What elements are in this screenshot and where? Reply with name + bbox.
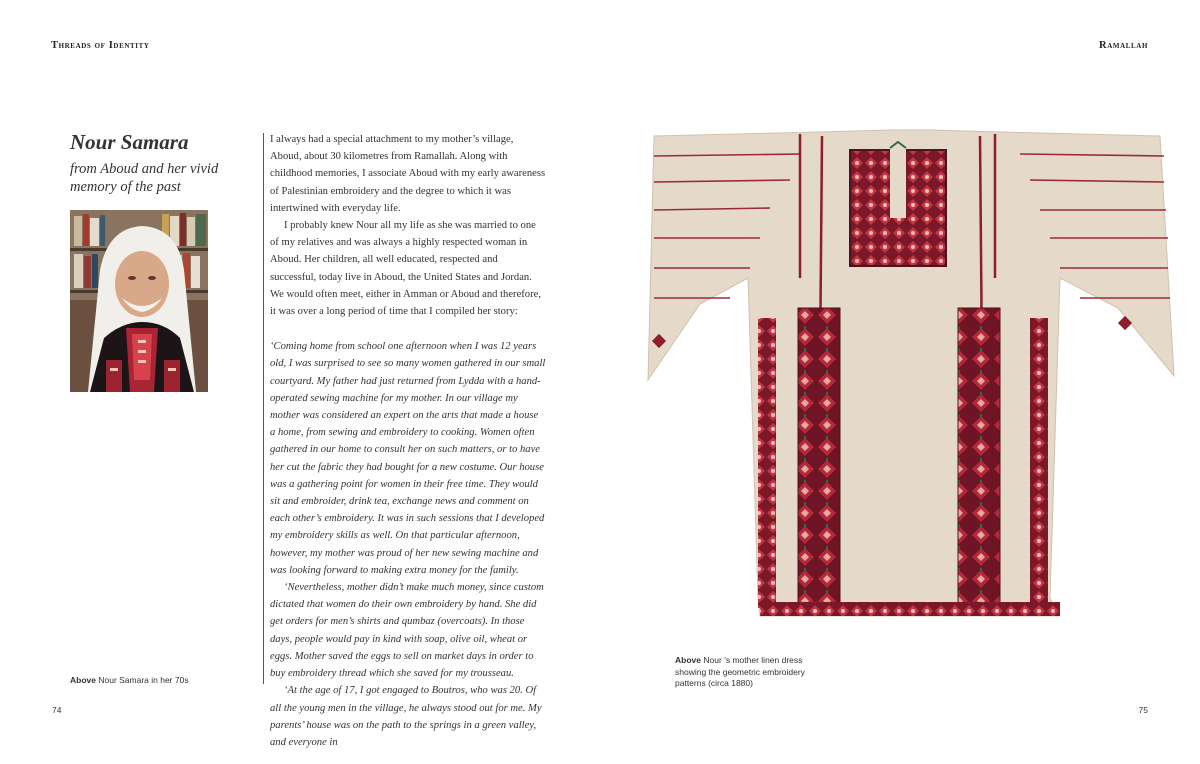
column-rule [263,133,264,684]
quote-paragraph: ‘Coming home from school one afternoon when I was 12 years old, I was surprised to see so many women gathered in our small courtyard. My father had just returned from Lydda with a hand-operated sewing machine for my mother. In our village my mother was considered an expert on the arts that made a house a home, from sewing and embroidery to cooking. Women often gathered in our home to consult her on such matters, or to have her cut the fabric they had bought for a new costume. Our house was a gathering point for women in their free time. They would sit and embroider, drink tea, exchange news and comment on each other’s embroidery. It was in such sessions that I developed my embroidery skills as well. On that particular afternoon, however, my mother was proud of her new sewing machine and was looking forward to making extra money for the family. [270,341,546,576]
article-title: Nour Samara [70,130,189,154]
page-number-left: 74 [52,705,62,715]
photo-caption-right [675,655,805,690]
caption-text: Nour Samara in her 70s [95,675,189,685]
paragraph-gap [270,320,546,338]
body-paragraph: I probably knew Nour all my life as she was married to one of my relatives and was always a highly respected woman in Aboud. Her children, all well educated, respected and successful, today live in Aboud, the United States and Jordan. We would often meet, either in Amman or Aboud and therefore, it was over a long period of time that I compiled her story: [270,220,541,318]
quote-paragraph: ‘At the age of 17, I got engaged to Boutros, who was 20. Of all the young men in the village, he always stood out for me. My parents’ house was on the path to the springs in a green valley, and everyone in [270,685,542,748]
portrait-illustration [70,210,208,392]
running-head-left: Threads of Identity [51,40,150,51]
portrait-photo [70,210,208,392]
running-head-right: Ramallah [1099,40,1148,51]
article-subtitle: from Aboud and her vivid memory of the past [70,161,219,195]
article-body [270,131,546,751]
caption-label: Above [675,655,701,665]
dress-photo [640,128,1180,644]
body-paragraph: I always had a special attachment to my mother’s village, Aboud, about 30 kilometres from Ramallah. Along with childhood memories, I associate Aboud with my early awareness of Palestinian embroidery and the degree to which it was intertwined with everyday life. [270,134,546,214]
dress-illustration [640,128,1180,644]
page-number-right: 75 [1138,705,1148,715]
quote-paragraph: ‘Nevertheless, mother didn’t make much money, since custom dictated that women do their own embroidery by hand. She did get orders for men’s shirts and qumbaz (overcoats). In those days, people would pay in kind with soap, olive oil, wheat or eggs. Mother saved the eggs to sell on market days in order to buy embroidery thread which she saved for my trousseau. [270,582,544,680]
caption-text: Nour ’s mother linen dress showing the geometric embroidery patterns (circa 1880) [675,655,805,688]
caption-label: Above [70,675,96,685]
photo-caption-left [70,675,189,687]
